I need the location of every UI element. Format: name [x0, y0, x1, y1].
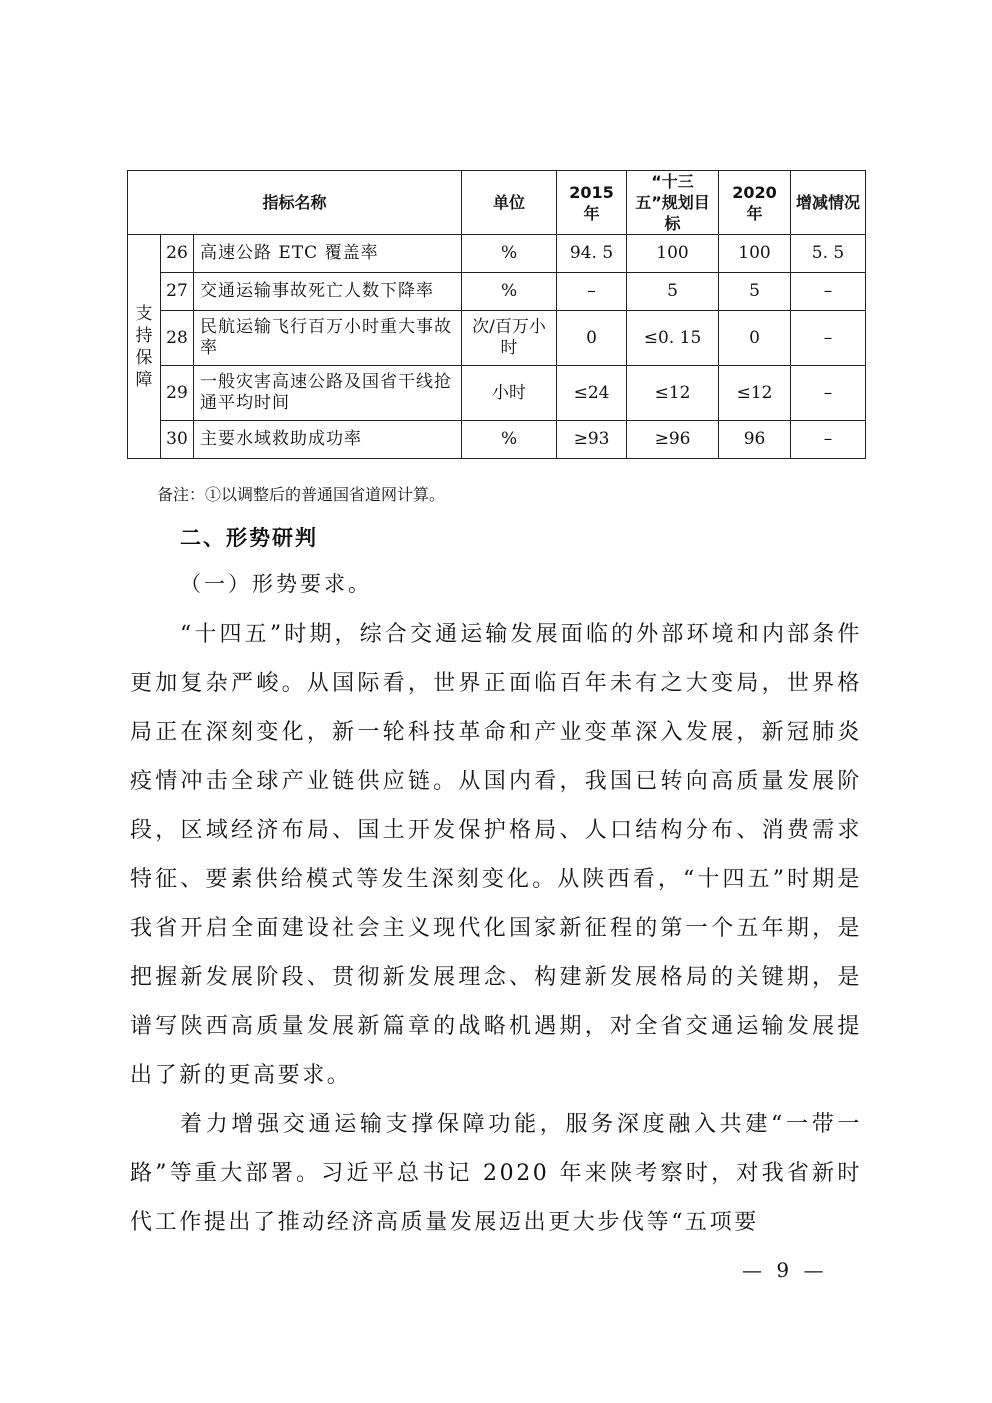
value-2015: 0	[557, 311, 627, 366]
table-row	[128, 235, 866, 273]
value-plan: ≤0. 15	[627, 311, 719, 366]
value-plan: ≥96	[627, 421, 719, 459]
row-number: 29	[161, 366, 194, 421]
value-2020: ≤12	[719, 366, 791, 421]
row-number: 26	[161, 235, 194, 273]
unit-cell: 次/百万小时	[462, 311, 557, 366]
section-title: 二、形势研判	[180, 526, 318, 550]
value-plan: 5	[627, 273, 719, 311]
indicator-table-container	[127, 170, 865, 459]
value-change: –	[791, 421, 866, 459]
value-2015: ≥93	[557, 421, 627, 459]
value-2020: 96	[719, 421, 791, 459]
row-number: 28	[161, 311, 194, 366]
table-header-row	[128, 171, 866, 235]
category-cell: 支持保障	[128, 235, 161, 459]
indicator-name: 主要水域救助成功率	[194, 421, 462, 459]
row-number: 30	[161, 421, 194, 459]
unit-cell: 小时	[462, 366, 557, 421]
table-row	[128, 273, 866, 311]
value-change: –	[791, 311, 866, 366]
unit-cell: %	[462, 273, 557, 311]
indicator-name: 交通运输事故死亡人数下降率	[194, 273, 462, 311]
value-plan: 100	[627, 235, 719, 273]
value-2020: 100	[719, 235, 791, 273]
value-plan: ≤12	[627, 366, 719, 421]
table-row	[128, 366, 866, 421]
body-paragraph: “十四五”时期，综合交通运输发展面临的外部环境和内部条件更加复杂严峻。从国际看，世界正面临百年未有之大变局，世界格局正在深刻变化，新一轮科技革命和产业变革深入发展，新冠肺炎疫情冲击全球产业链供应链。从国内看，我国已转向高质量发展阶段，区域经济布局、国土开发保护格局、人口结构分布、消费需求特征、要素供给模式等发生深刻变化。从陕西看，“十四五”时期是我省开启全面建设社会主义现代化国家新征程的第一个五年期，是把握新发展阶段、贯彻新发展理念、构建新发展格局的关键期，是谱写陕西高质量发展新篇章的战略机遇期，对全省交通运输发展提出了新的更高要求。	[130, 622, 862, 1088]
value-2015: ≤24	[557, 366, 627, 421]
table-row	[128, 311, 866, 366]
table-note: 备注：①以调整后的普通国省道网计算。	[157, 485, 446, 504]
value-change: 5. 5	[791, 235, 866, 273]
indicator-name: 一般灾害高速公路及国省干线抢通平均时间	[194, 366, 462, 421]
header-change: 增减情况	[791, 171, 866, 235]
header-2015: 2015 年	[557, 171, 627, 235]
value-change: –	[791, 366, 866, 421]
header-unit: 单位	[462, 171, 557, 235]
table-row	[128, 421, 866, 459]
header-plan-target: “十三五”规划目标	[627, 171, 719, 235]
value-change: –	[791, 273, 866, 311]
row-number: 27	[161, 273, 194, 311]
value-2015: –	[557, 273, 627, 311]
header-indicator-name: 指标名称	[128, 171, 462, 235]
value-2020: 0	[719, 311, 791, 366]
page-number: — 9 —	[742, 1258, 828, 1282]
body-paragraph: 着力增强交通运输支撑保障功能，服务深度融入共建“一带一路”等重大部署。习近平总书记 2020 年来陕考察时，对我省新时代工作提出了推动经济高质量发展迈出更大步伐等“五项要	[130, 1112, 862, 1235]
indicator-table	[127, 170, 866, 459]
subsection-title: （一）形势要求。	[180, 572, 372, 596]
value-2015: 94. 5	[557, 235, 627, 273]
header-2020: 2020 年	[719, 171, 791, 235]
indicator-name: 高速公路 ETC 覆盖率	[194, 235, 462, 273]
value-2020: 5	[719, 273, 791, 311]
indicator-name: 民航运输飞行百万小时重大事故率	[194, 311, 462, 366]
unit-cell: %	[462, 235, 557, 273]
unit-cell: %	[462, 421, 557, 459]
